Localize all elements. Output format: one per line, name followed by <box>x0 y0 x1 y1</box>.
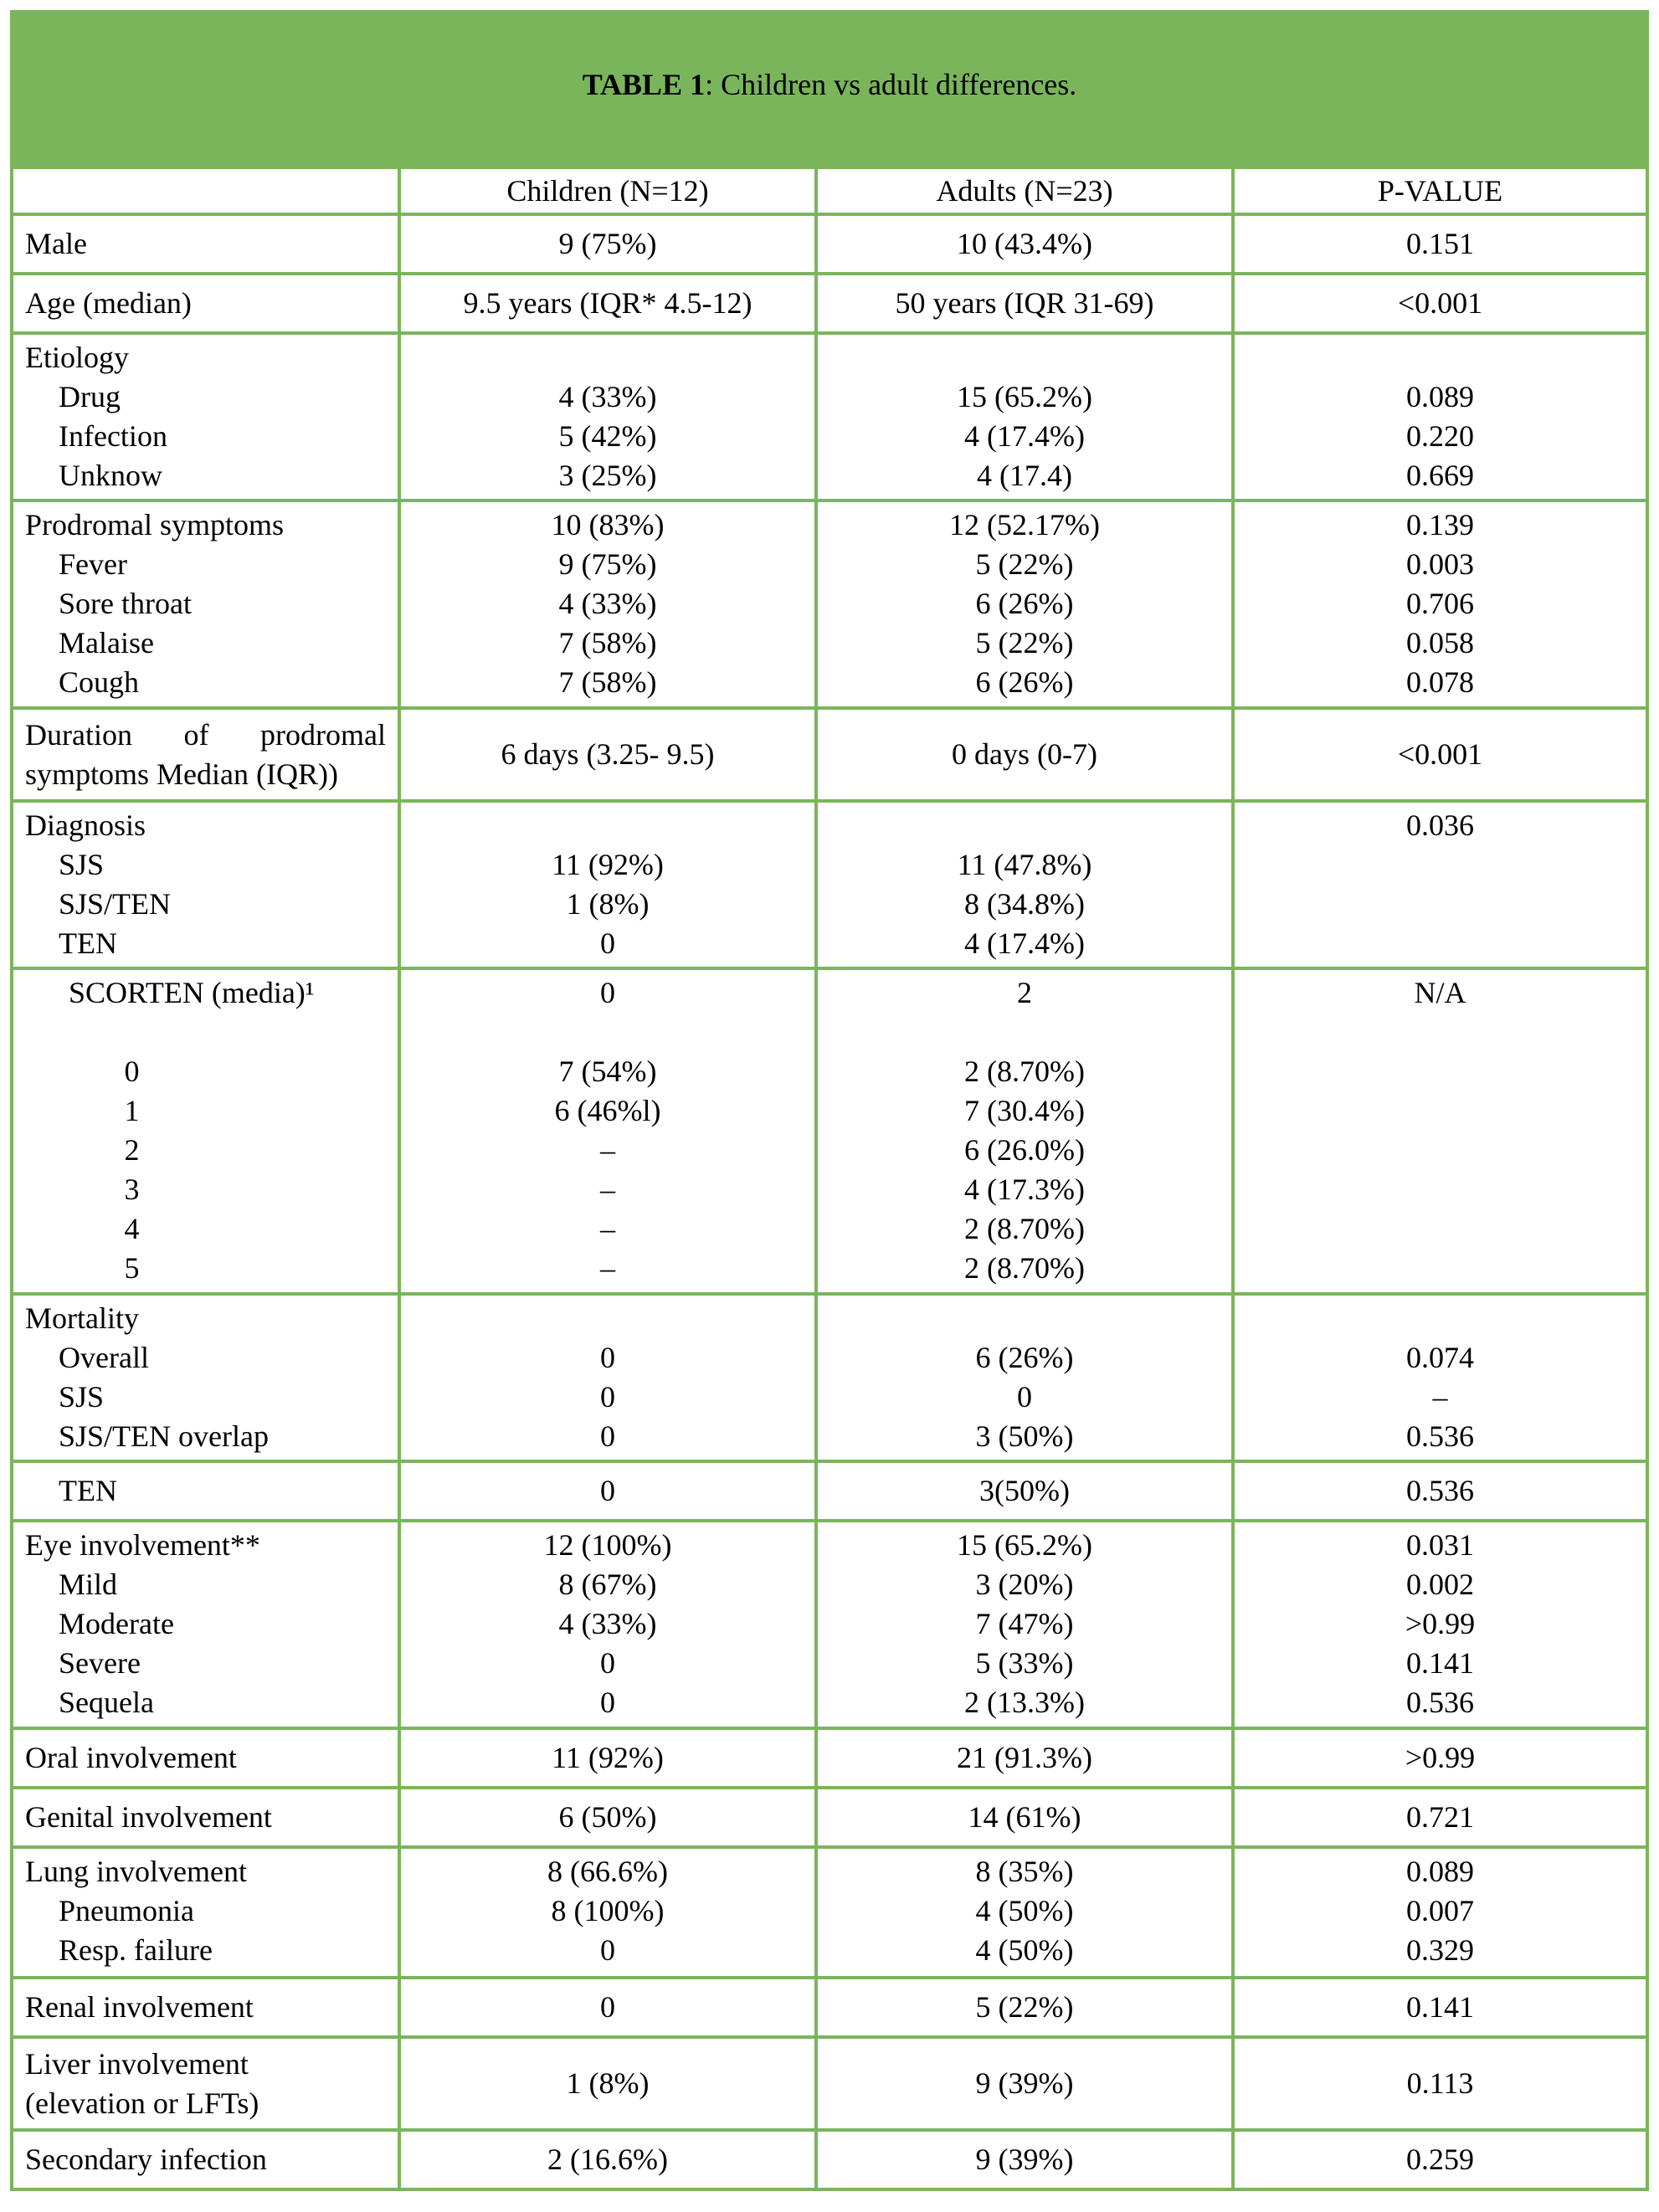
adults-value: 5 (33%) <box>975 1646 1074 1680</box>
row-label: Duration of prodromal <box>25 717 386 752</box>
p-value: 0.536 <box>1406 1474 1474 1507</box>
table-row-mortality <box>10 1296 1649 1463</box>
children-value: 2 (16.6%) <box>547 2143 668 2176</box>
row-label: Oral involvement <box>25 1741 237 1774</box>
row-label: Renal involvement <box>25 1990 254 2024</box>
row-label: Prodromal symptoms <box>25 508 285 541</box>
children-value: 4 (33%) <box>558 1607 657 1640</box>
p-value: 0.141 <box>1406 1990 1474 2024</box>
table-row-male <box>10 216 1649 275</box>
children-value: 12 (100%) <box>543 1528 672 1562</box>
header-empty <box>13 169 401 213</box>
p-value: 0.089 <box>1406 380 1474 413</box>
p-value: 0.706 <box>1406 587 1474 620</box>
table-row-diagnosis <box>10 803 1649 970</box>
adults-value: 11 (47.8%) <box>957 848 1092 881</box>
adults-value: 8 (35%) <box>975 1855 1074 1888</box>
p-value: 0.002 <box>1406 1568 1474 1601</box>
row-label: Mortality <box>25 1301 139 1335</box>
table-row-genital <box>10 1789 1649 1849</box>
children-value: – <box>600 1212 615 1245</box>
p-value: 0.113 <box>1406 2066 1474 2100</box>
sub-label: Cough <box>59 665 140 699</box>
sub-label: 5 <box>124 1251 140 1285</box>
adults-value: 4 (50%) <box>975 1933 1074 1967</box>
sub-label: SJS <box>59 848 105 881</box>
children-value: 6 (46%l) <box>554 1094 661 1127</box>
adults-value: 6 (26.0%) <box>964 1133 1085 1167</box>
children-value: 8 (67%) <box>558 1568 657 1601</box>
table-title-bold: TABLE 1 <box>582 68 706 101</box>
table-row-lung <box>10 1849 1649 1979</box>
sub-label: TEN <box>59 926 117 960</box>
table-row-oral <box>10 1730 1649 1789</box>
children-value: 0 <box>600 1646 615 1680</box>
table-title-text: : Children vs adult differences. <box>705 68 1077 101</box>
children-value: – <box>600 1133 615 1167</box>
adults-value: 8 (34.8%) <box>964 887 1085 921</box>
adults-value: 5 (22%) <box>975 547 1074 581</box>
table-row-scorten <box>10 970 1649 1296</box>
p-value: >0.99 <box>1405 1607 1476 1640</box>
row-label: Diagnosis <box>25 808 146 842</box>
adults-value: 12 (52.17%) <box>949 508 1100 541</box>
children-value: 0 <box>600 1933 615 1967</box>
sub-label: Malaise <box>59 626 154 659</box>
header-adults: Adults (N=23) <box>818 169 1235 213</box>
sub-label: 2 <box>124 1133 140 1167</box>
children-value: 4 (33%) <box>558 587 657 620</box>
children-value: 8 (66.6%) <box>547 1855 668 1888</box>
row-label: Male <box>25 227 87 260</box>
table-row-secondary <box>10 2132 1649 2191</box>
p-value: 0.007 <box>1406 1894 1474 1927</box>
header-row <box>10 169 1649 216</box>
table-row-etiology <box>10 335 1649 502</box>
table-row-liver <box>10 2039 1649 2132</box>
children-value: 0 <box>600 1380 615 1414</box>
children-value: 0 <box>600 1686 615 1719</box>
sub-label: Drug <box>59 380 121 413</box>
row-label: Genital involvement <box>25 1800 272 1834</box>
children-value: 0 <box>600 926 615 960</box>
p-value: – <box>1432 1380 1448 1414</box>
children-value: 3 (25%) <box>558 459 657 492</box>
adults-value: 4 (17.4%) <box>964 926 1085 960</box>
children-value: 7 (58%) <box>558 665 657 699</box>
sub-label: 4 <box>124 1212 140 1245</box>
sub-label: Resp. failure <box>59 1933 213 1967</box>
table-title <box>10 10 1649 159</box>
p-value: 0.089 <box>1406 1855 1474 1888</box>
children-value: – <box>600 1173 615 1206</box>
sub-label: Mild <box>59 1568 118 1601</box>
p-value: 0.220 <box>1406 419 1474 453</box>
adults-value: 7 (30.4%) <box>964 1094 1085 1127</box>
adults-value: 7 (47%) <box>975 1607 1074 1640</box>
adults-value: 6 (26%) <box>975 665 1074 699</box>
adults-value: 2 (8.70%) <box>964 1212 1085 1245</box>
p-value: 0.536 <box>1406 1686 1474 1719</box>
p-value: 0.721 <box>1406 1800 1474 1834</box>
children-value: 0 <box>600 1474 615 1507</box>
p-value: 0.141 <box>1406 1646 1474 1680</box>
children-value: 6 (50%) <box>558 1800 657 1834</box>
children-value: 9 (75%) <box>558 547 657 581</box>
children-value: 0 <box>600 976 615 1009</box>
adults-value: 15 (65.2%) <box>957 1528 1092 1562</box>
adults-value: 3(50%) <box>979 1474 1070 1507</box>
p-value: 0.259 <box>1406 2143 1474 2176</box>
children-value: 5 (42%) <box>558 419 657 453</box>
p-value: 0.078 <box>1406 665 1474 699</box>
p-value: N/A <box>1414 976 1466 1009</box>
sub-label: Overall <box>59 1341 149 1374</box>
title-separator <box>10 159 1649 169</box>
sub-label: Severe <box>59 1646 141 1680</box>
adults-value: 2 <box>1017 976 1032 1009</box>
p-value: 0.003 <box>1406 547 1474 581</box>
adults-value: 10 (43.4%) <box>957 227 1092 260</box>
adults-value: 2 (8.70%) <box>964 1251 1085 1285</box>
children-value: 11 (92%) <box>552 848 664 881</box>
adults-value: 4 (17.3%) <box>964 1173 1085 1206</box>
p-value: 0.058 <box>1406 626 1474 659</box>
row-label: Lung involvement <box>25 1855 247 1888</box>
row-label: Eye involvement** <box>25 1528 260 1562</box>
children-value: 10 (83%) <box>551 508 665 541</box>
adults-value: 2 (13.3%) <box>964 1686 1085 1719</box>
sub-label: SJS/TEN overlap <box>59 1419 269 1453</box>
children-value: 4 (33%) <box>558 380 657 413</box>
p-value: 0.151 <box>1406 227 1474 260</box>
adults-value: 6 (26%) <box>975 1341 1074 1374</box>
table-row-renal <box>10 1979 1649 2039</box>
adults-value: 3 (50%) <box>975 1419 1074 1453</box>
row-label: Age (median) <box>25 286 192 320</box>
adults-value: 3 (20%) <box>975 1568 1074 1601</box>
children-value: – <box>600 1251 615 1285</box>
children-value: 9 (75%) <box>558 227 657 260</box>
adults-value: 50 years (IQR 31-69) <box>895 286 1154 320</box>
children-value: 11 (92%) <box>552 1741 664 1774</box>
table-row-eye <box>10 1522 1649 1730</box>
table-row-duration <box>10 710 1649 803</box>
p-value: <0.001 <box>1397 737 1483 771</box>
adults-value: 0 days (0-7) <box>952 737 1097 771</box>
table-row-ten <box>10 1463 1649 1522</box>
children-value: 1 (8%) <box>566 2066 650 2100</box>
adults-value: 4 (50%) <box>975 1894 1074 1927</box>
sub-label: SJS <box>59 1380 105 1414</box>
p-value: >0.99 <box>1405 1741 1476 1774</box>
adults-value: 4 (17.4) <box>977 459 1072 492</box>
sub-label: Fever <box>59 547 127 581</box>
row-label: SCORTEN (media)¹ <box>69 976 315 1009</box>
adults-value: 6 (26%) <box>975 587 1074 620</box>
sub-label: Sequela <box>59 1686 154 1719</box>
table-row-prodromal <box>10 502 1649 710</box>
children-value: 7 (58%) <box>558 626 657 659</box>
children-value: 6 days (3.25- 9.5) <box>501 737 715 771</box>
row-label: symptoms Median (IQR)) <box>25 757 338 791</box>
sub-label: SJS/TEN <box>59 887 172 921</box>
sub-label: 3 <box>124 1173 140 1206</box>
p-value: <0.001 <box>1397 286 1483 320</box>
row-label: Liver involvement <box>25 2046 249 2081</box>
p-value: 0.036 <box>1406 808 1474 842</box>
data-table <box>10 10 1649 2191</box>
row-label: Secondary infection <box>25 2143 267 2176</box>
adults-value: 0 <box>1017 1380 1032 1414</box>
sub-label: Infection <box>59 419 167 453</box>
children-value: 0 <box>600 1990 615 2024</box>
p-value: 0.329 <box>1406 1933 1474 1967</box>
sub-label: Pneumonia <box>59 1894 194 1927</box>
children-value: 9.5 years (IQR* 4.5-12) <box>463 286 752 320</box>
p-value: 0.536 <box>1406 1419 1474 1453</box>
adults-value: 14 (61%) <box>968 1800 1081 1834</box>
adults-value: 5 (22%) <box>975 1990 1074 2024</box>
children-value: 1 (8%) <box>566 887 650 921</box>
adults-value: 9 (39%) <box>975 2143 1074 2176</box>
adults-value: 5 (22%) <box>975 626 1074 659</box>
p-value: 0.031 <box>1406 1528 1474 1562</box>
children-value: 8 (100%) <box>551 1894 665 1927</box>
header-children: Children (N=12) <box>401 169 818 213</box>
sub-label: 0 <box>124 1055 140 1088</box>
row-label: Etiology <box>25 341 129 374</box>
sub-label: Sore throat <box>59 587 192 620</box>
header-p-value: P-VALUE <box>1377 173 1503 208</box>
table-row-age <box>10 275 1649 335</box>
p-value: 0.074 <box>1406 1341 1474 1374</box>
sub-label: Moderate <box>59 1607 174 1640</box>
sub-label: 1 <box>124 1094 140 1127</box>
adults-value: 2 (8.70%) <box>964 1055 1085 1088</box>
children-value: 7 (54%) <box>558 1055 657 1088</box>
adults-value: 21 (91.3%) <box>957 1741 1092 1774</box>
p-value: 0.669 <box>1406 459 1474 492</box>
adults-value: 15 (65.2%) <box>957 380 1092 413</box>
children-value: 0 <box>600 1419 615 1453</box>
sub-label: Unknow <box>59 459 162 492</box>
p-value: 0.139 <box>1406 508 1474 541</box>
adults-value: 4 (17.4%) <box>964 419 1085 453</box>
row-label: TEN <box>59 1474 117 1507</box>
row-label: (elevation or LFTs) <box>25 2086 259 2120</box>
children-value: 0 <box>600 1341 615 1374</box>
adults-value: 9 (39%) <box>975 2066 1074 2100</box>
